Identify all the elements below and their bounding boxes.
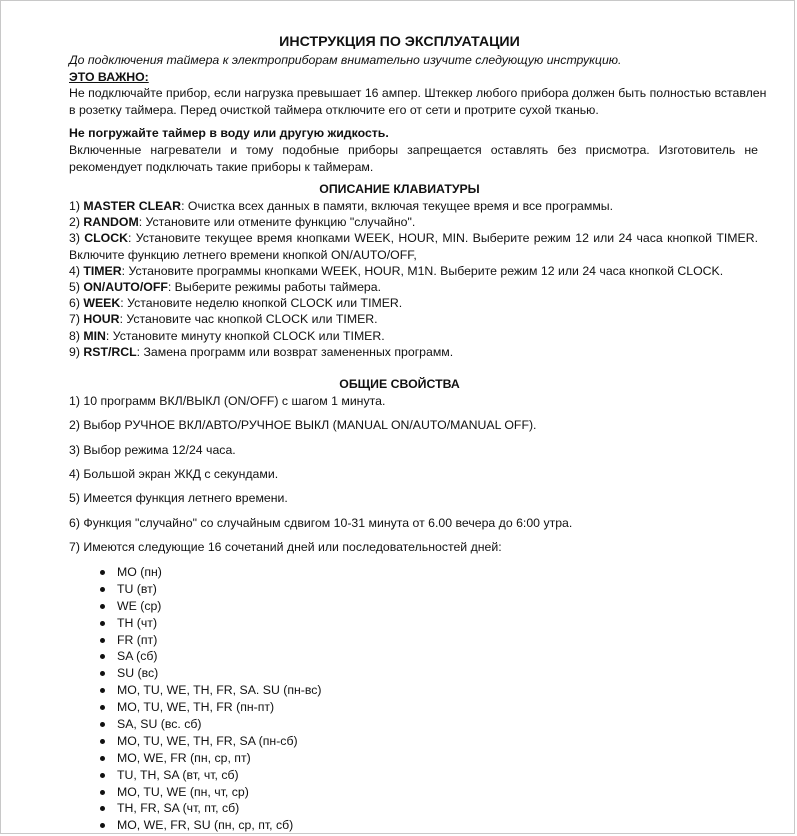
key-name: ON/AUTO/OFF xyxy=(83,280,168,294)
keyboard-item-3-line-1 xyxy=(69,230,758,247)
list-item-text: TH (чт) xyxy=(117,615,158,630)
item-number: 8) xyxy=(69,329,84,343)
list-item-text: WE (ср) xyxy=(117,598,162,613)
item-number: 2) xyxy=(69,215,84,229)
key-name: RANDOM xyxy=(83,215,139,229)
properties-heading: ОБЩИЕ СВОЙСТВА xyxy=(339,377,460,391)
keyboard-item-7 xyxy=(69,311,378,328)
keyboard-item-4 xyxy=(69,263,723,280)
key-description: : Установите неделю кнопкой CLOCK или TIMER. xyxy=(120,296,403,310)
key-description: : Очистка всех данных в памяти, включая текущее время и все программы. xyxy=(181,199,614,213)
list-item-text: TU, TH, SA (вт, чт, сб) xyxy=(117,767,239,782)
key-name: RST/RCL xyxy=(83,345,137,359)
key-name: MASTER CLEAR xyxy=(83,199,182,213)
list-item xyxy=(97,800,322,817)
key-name: WEEK xyxy=(83,296,121,310)
list-item-text: TU (вт) xyxy=(117,581,157,596)
list-item-text: MO, TU, WE, TH, FR (пн-пт) xyxy=(117,700,275,715)
bullet-icon xyxy=(100,806,105,811)
important-paragraph xyxy=(69,85,767,118)
list-item xyxy=(97,733,322,750)
list-item xyxy=(97,648,322,665)
list-item-text: MO (пн) xyxy=(117,565,162,579)
key-description: : Установите текущее время кнопками WEEK, HOUR, MIN. Выберите режим 12 или 24 часа кнопкой TIMER. xyxy=(128,231,758,245)
list-item-text: SA, SU (вс. сб) xyxy=(117,717,202,732)
list-item xyxy=(97,615,322,632)
key-name: MIN xyxy=(83,329,106,343)
list-item xyxy=(97,598,322,615)
list-item xyxy=(97,750,322,767)
list-item xyxy=(97,665,322,682)
key-description: : Установите час кнопкой CLOCK или TIMER. xyxy=(119,312,378,326)
bullet-icon xyxy=(100,823,105,828)
list-item-text: MO, TU, WE, TH, FR, SA (пн-сб) xyxy=(117,733,298,748)
list-item xyxy=(97,767,322,784)
keyboard-item-3 xyxy=(69,230,758,263)
intro-text: До подключения таймера к электроприборам внимательно изучите следующую инструкцию. xyxy=(69,53,622,67)
list-item xyxy=(97,581,322,598)
bullet-icon xyxy=(100,570,105,575)
list-item-text: MO, TU, WE (пн, чт, ср) xyxy=(117,784,249,799)
key-description: : Замена программ или возврат замененных программ. xyxy=(136,345,454,359)
list-item-text: MO, TU, WE, TH, FR, SA. SU (пн-вс) xyxy=(117,683,322,698)
bullet-icon xyxy=(100,688,105,693)
key-description: : Установите минуту кнопкой CLOCK или TIMER. xyxy=(105,329,385,343)
list-item xyxy=(97,699,322,716)
warning-heading: Не погружайте таймер в воду или другую жидкость. xyxy=(69,126,389,140)
keyboard-item-3-line-2: Включите функцию летнего времени кнопкой ON/AUTO/OFF, xyxy=(69,247,417,262)
key-name: CLOCK xyxy=(84,231,128,245)
list-item-text: TH, FR, SA (чт, пт, сб) xyxy=(117,801,240,816)
keyboard-heading: ОПИСАНИЕ КЛАВИАТУРЫ xyxy=(319,182,480,196)
property-item-4: 4) Большой экран ЖКД с секундами. xyxy=(69,467,279,481)
bullet-icon xyxy=(100,739,105,744)
list-item-text: MO, WE, FR, SU (пн, ср, пт, сб) xyxy=(117,818,294,833)
keyboard-item-5 xyxy=(69,279,381,296)
item-number: 6) xyxy=(69,296,84,310)
list-item-text: SA (сб) xyxy=(117,649,158,664)
list-item xyxy=(97,817,322,834)
list-item-text: SU (вс) xyxy=(117,666,159,681)
property-item-6: 6) Функция "случайно" со случайным сдвигом 10-31 минута от 6.00 вечера до 6:00 утра. xyxy=(69,516,573,530)
property-item-2: 2) Выбор РУЧНОЕ ВКЛ/АВТО/РУЧНОЕ ВЫКЛ (MANUAL ON/AUTO/MANUAL OFF). xyxy=(69,418,537,432)
bullet-icon xyxy=(100,790,105,795)
bullet-icon xyxy=(100,654,105,659)
bullet-icon xyxy=(100,773,105,778)
bullet-icon xyxy=(100,621,105,626)
list-item xyxy=(97,682,322,699)
property-item-1: 1) 10 программ ВКЛ/ВЫКЛ (ON/OFF) с шагом 1 минута. xyxy=(69,394,386,408)
keyboard-item-9 xyxy=(69,344,453,361)
important-line-2: в розетку таймера. Перед очисткой таймера отключите его от сети и протрите сухой тканью. xyxy=(69,102,599,117)
property-item-7: 7) Имеются следующие 16 сочетаний дней или последовательностей дней: xyxy=(69,540,502,554)
bullet-icon xyxy=(100,587,105,592)
list-item xyxy=(97,784,322,801)
important-heading: ЭТО ВАЖНО: xyxy=(69,70,149,84)
property-item-5: 5) Имеется функция летнего времени. xyxy=(69,491,288,505)
day-combinations-list xyxy=(97,564,322,834)
property-item-3: 3) Выбор режима 12/24 часа. xyxy=(69,443,236,457)
list-item-text: MO, WE, FR (пн, ср, пт) xyxy=(117,750,251,765)
key-name: TIMER xyxy=(83,264,122,278)
item-number: 5) xyxy=(69,280,84,294)
list-item xyxy=(97,632,322,649)
key-description: : Выберите режимы работы таймера. xyxy=(167,280,382,294)
bullet-icon xyxy=(100,671,105,676)
key-description: : Установите или отмените функцию "случайно". xyxy=(138,215,416,229)
page-title: ИНСТРУКЦИЯ ПО ЭКСПЛУАТАЦИИ xyxy=(279,34,520,50)
item-number: 3) xyxy=(69,231,85,245)
item-number: 1) xyxy=(69,199,84,213)
warning-paragraph xyxy=(69,142,758,175)
key-description: : Установите программы кнопками WEEK, HOUR, M1N. Выберите режим 12 или 24 часа кнопкой CLOCK. xyxy=(121,264,724,278)
bullet-icon xyxy=(100,756,105,761)
warning-line-1: Включенные нагреватели и тому подобные приборы запрещается оставлять без присмотра. Изготовитель не xyxy=(69,143,758,157)
item-number: 4) xyxy=(69,264,84,278)
keyboard-item-8 xyxy=(69,328,385,345)
warning-line-2: рекомендует подключать такие приборы к таймерам. xyxy=(69,159,374,174)
key-name: HOUR xyxy=(83,312,120,326)
list-item xyxy=(97,564,322,581)
bullet-icon xyxy=(100,705,105,710)
keyboard-item-1 xyxy=(69,198,613,215)
bullet-icon xyxy=(100,604,105,609)
keyboard-item-6 xyxy=(69,295,402,312)
bullet-icon xyxy=(100,722,105,727)
list-item xyxy=(97,716,322,733)
keyboard-item-2 xyxy=(69,214,415,231)
list-item-text: FR (пт) xyxy=(117,632,158,647)
bullet-icon xyxy=(100,638,105,643)
important-line-1: Не подключайте прибор, если нагрузка превышает 16 ампер. Штеккер любого прибора должен быть полностью вставлен xyxy=(69,86,767,100)
item-number: 7) xyxy=(69,312,84,326)
item-number: 9) xyxy=(69,345,84,359)
